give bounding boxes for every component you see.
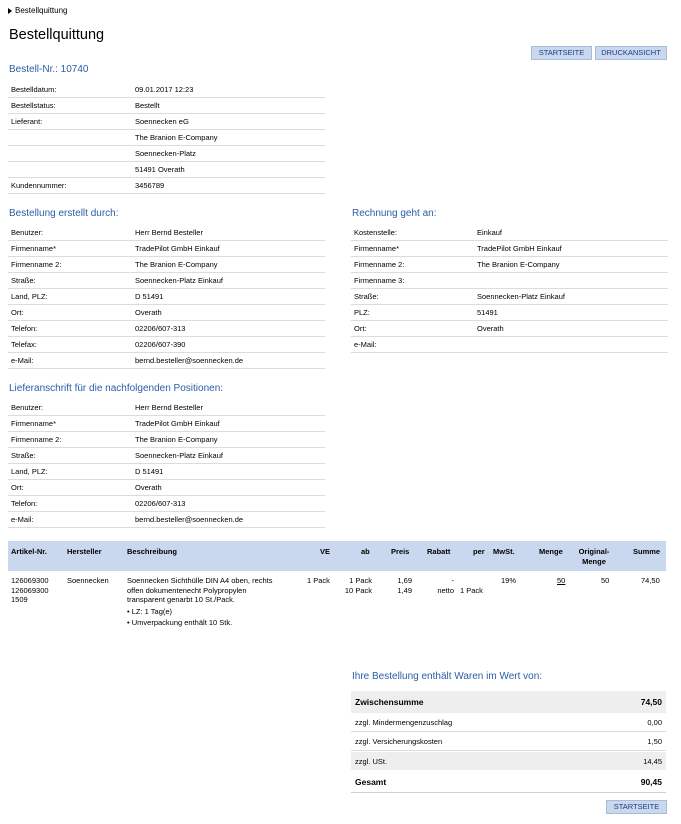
- delivery-row: Firmenname* TradePilot GmbH Einkauf: [8, 416, 325, 432]
- order-row-supplier: Lieferant: Soennecken eG: [8, 114, 325, 130]
- delivery-row: Ort: Overath: [8, 480, 325, 496]
- row-summe: 74,50: [641, 576, 660, 585]
- invoice-heading: Rechnung geht an:: [352, 208, 437, 219]
- bullet-item: • LZ: 1 Tag(e): [127, 606, 173, 616]
- vat-row: zzgl. USt. 14,45: [351, 752, 666, 770]
- row-beschreibung: Soennecken Sichthülle DIN A4 oben, rechts offen dokumentenecht Polypropylen transparent genarbt 10 St./Pack. • LZ: 1 Tag(e) • Umverpackung enthält 10 Stk.: [127, 576, 273, 627]
- col-beschreibung: Beschreibung: [127, 547, 178, 556]
- creator-row: Ort: Overath: [8, 305, 325, 321]
- invoice-row: Firmenname 3:: [351, 273, 668, 289]
- order-number-heading: Bestell-Nr.: 10740: [9, 64, 89, 75]
- total-row: Gesamt 90,45: [351, 771, 666, 793]
- table-row: [8, 576, 666, 636]
- row-ab: 1 Pack 10 Pack: [344, 576, 372, 595]
- delivery-row: Firmenname 2: The Branion E-Company: [8, 432, 325, 448]
- summary-heading: Ihre Bestellung enthält Waren im Wert von:: [352, 671, 543, 682]
- order-row-date: Bestelldatum: 09.01.2017 12:23: [8, 82, 325, 98]
- creator-row: Benutzer: Herr Bernd Besteller: [8, 225, 325, 241]
- creator-row: e-Mail: bernd.besteller@soennecken.de: [8, 353, 325, 369]
- order-row-status: Bestellstatus: Bestellt: [8, 98, 325, 114]
- order-row-supplier-3: Soennecken-Platz: [8, 146, 325, 162]
- invoice-row: Firmenname 2: The Branion E-Company: [351, 257, 668, 273]
- row-per: 1 Pack: [460, 585, 483, 595]
- col-mwst: MwSt.: [493, 547, 515, 556]
- creator-row: Land, PLZ: D 51491: [8, 289, 325, 305]
- col-summe: Summe: [633, 547, 661, 556]
- col-menge: Menge: [539, 547, 563, 556]
- breadcrumb-label: Bestellquittung: [15, 6, 68, 15]
- small-quantity-surcharge-row: zzgl. Mindermengenzuschlag 0,00: [351, 714, 666, 732]
- creator-row: Telefax: 02206/607-390: [8, 337, 325, 353]
- row-original-menge: 50: [601, 576, 610, 585]
- creator-row: Firmenname* TradePilot GmbH Einkauf: [8, 241, 325, 257]
- insurance-row: zzgl. Versicherungskosten 1,50: [351, 733, 666, 751]
- order-row-supplier-2: The Branion E-Company: [8, 130, 325, 146]
- invoice-row: Ort: Overath: [351, 321, 668, 337]
- row-hersteller: Soennecken: [67, 576, 109, 585]
- row-rabatt: - netto: [437, 576, 454, 595]
- delivery-table: [8, 400, 325, 528]
- delivery-row: e-Mail: bernd.besteller@soennecken.de: [8, 512, 325, 528]
- subtotal-row: Zwischensumme 74,50: [351, 691, 666, 713]
- bullet-icon: •: [127, 606, 130, 616]
- col-ve: VE: [320, 547, 331, 556]
- caret-right-icon: [8, 8, 12, 14]
- col-artikel: Artikel-Nr.: [11, 547, 47, 556]
- col-ab: ab: [361, 547, 370, 556]
- order-row-supplier-4: 51491 Overath: [8, 162, 325, 178]
- page-title: Bestellquittung: [9, 27, 105, 43]
- delivery-row: Land, PLZ: D 51491: [8, 464, 325, 480]
- delivery-row: Telefon: 02206/607-313: [8, 496, 325, 512]
- row-menge-link[interactable]: 50: [557, 576, 566, 585]
- invoice-row: Kostenstelle: Einkauf: [351, 225, 668, 241]
- invoice-row: PLZ: 51491: [351, 305, 668, 321]
- bullet-icon: •: [127, 618, 130, 627]
- home-button[interactable]: STARTSEITE: [531, 46, 592, 60]
- delivery-row: Benutzer: Herr Bernd Besteller: [8, 400, 325, 416]
- col-per: per: [473, 547, 485, 556]
- col-preis: Preis: [391, 547, 410, 556]
- col-original-menge: Original- Menge: [578, 547, 610, 566]
- creator-row: Telefon: 02206/607-313: [8, 321, 325, 337]
- creator-table: [8, 225, 325, 369]
- creator-heading: Bestellung erstellt durch:: [9, 208, 119, 219]
- order-info-table: [8, 82, 325, 194]
- creator-row: Firmenname 2: The Branion E-Company: [8, 257, 325, 273]
- print-view-button[interactable]: DRUCKANSICHT: [595, 46, 667, 60]
- creator-row: Straße: Soennecken-Platz Einkauf: [8, 273, 325, 289]
- invoice-row: Straße: Soennecken-Platz Einkauf: [351, 289, 668, 305]
- delivery-row: Straße: Soennecken-Platz Einkauf: [8, 448, 325, 464]
- delivery-heading: Lieferanschrift für die nachfolgenden Positionen:: [9, 383, 224, 394]
- invoice-row: e-Mail:: [351, 337, 668, 353]
- breadcrumb[interactable]: [8, 6, 67, 15]
- home-button-bottom[interactable]: STARTSEITE: [606, 800, 667, 814]
- row-preis: 1,69 1,49: [397, 576, 412, 595]
- positions-table-header: [8, 541, 666, 571]
- row-ve: 1 Pack: [307, 576, 330, 585]
- invoice-row: Firmenname* TradePilot GmbH Einkauf: [351, 241, 668, 257]
- bullet-item: • Umverpackung enthält 10 Stk.: [127, 618, 233, 627]
- row-artikel: 126069300 126069300 1509: [11, 576, 49, 604]
- col-hersteller: Hersteller: [67, 547, 102, 556]
- row-mwst: 19%: [501, 576, 517, 585]
- col-rabatt: Rabatt: [427, 547, 451, 556]
- invoice-table: [351, 225, 668, 353]
- order-row-customer-number: Kundennummer: 3456789: [8, 178, 325, 194]
